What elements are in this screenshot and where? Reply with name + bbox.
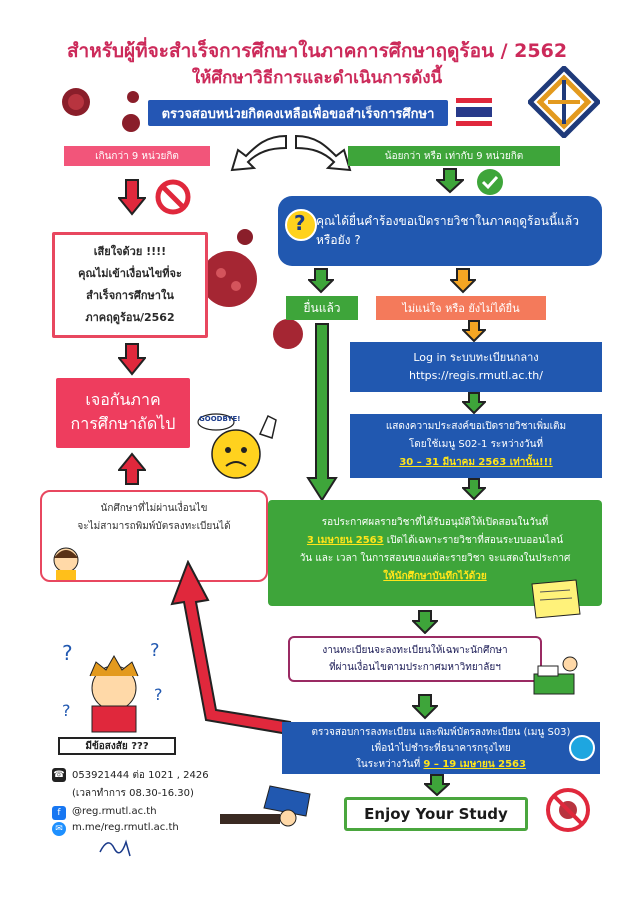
- condition-over-9-credits: เกินกว่า 9 หน่วยกิต: [64, 146, 210, 166]
- questions-label: มีข้อสงสัย ???: [58, 737, 176, 755]
- student-reading-icon: [214, 780, 334, 834]
- see-you-line: เจอกันภาค: [85, 390, 161, 409]
- contact-phone[interactable]: 053921444 ต่อ 1021 , 2426: [72, 770, 209, 781]
- login-instruction-box: [350, 342, 602, 392]
- print-line: เพื่อนำไปชำระที่ธนาคารกรุงไทย: [371, 743, 511, 754]
- reg-line: งานทะเบียนจะลงทะเบียนให้เฉพาะนักศึกษา: [322, 645, 508, 656]
- login-line: Log in ระบบทะเบียนกลาง: [413, 351, 539, 364]
- phone-icon: ☎: [53, 770, 65, 780]
- announce-line-2-rest: เปิดได้เฉพาะรายวิชาที่สอนระบบออนไลน์: [386, 535, 564, 546]
- answer-yes-label: ยื่นแล้ว: [286, 296, 358, 320]
- messenger-icon: ✉: [52, 822, 66, 836]
- green-down-arrow-icon: [462, 392, 486, 414]
- svg-text:?: ?: [154, 685, 163, 704]
- sorry-line: คุณไม่เข้าเงื่อนไขที่จะ: [78, 267, 182, 280]
- green-down-arrow-icon: [462, 478, 486, 500]
- reg-line: ที่ผ่านเงื่อนไขตามประกาศมหาวิทยาลัยฯ: [329, 662, 501, 673]
- green-down-arrow-icon: [436, 168, 464, 194]
- facebook-icon: f: [52, 806, 66, 820]
- see-you-line: การศึกษาถัดไป: [70, 414, 176, 433]
- enjoy-your-study-banner: Enjoy Your Study: [344, 797, 528, 831]
- registration-box: [288, 636, 542, 682]
- print-line: ตรวจสอบการลงทะเบียน และพิมพ์บัตรลงทะเบียน (เมนู S03): [311, 727, 571, 738]
- svg-text:?: ?: [62, 641, 73, 665]
- question-text: คุณได้ยื่นคำร้องขอเปิดรายวิชาในภาคฤดูร้อนนี้แล้วหรือยัง ?: [316, 214, 579, 247]
- sorry-line: ภาคฤดูร้อน/2562: [85, 311, 175, 324]
- thai-flag-icon: [456, 98, 492, 126]
- green-down-arrow-icon: [424, 774, 450, 796]
- question-mark-symbol: ?: [294, 211, 306, 235]
- orange-down-arrow-icon: [462, 320, 486, 342]
- split-arrows: [226, 130, 356, 176]
- orange-down-arrow-icon: [450, 268, 476, 294]
- green-down-arrow-icon: [308, 268, 334, 294]
- intent-line: แสดงความประสงค์ขอเปิดรายวิชาเพิ่มเติม: [385, 421, 567, 432]
- virus-icon: [58, 84, 94, 120]
- sticky-note-icon: [528, 578, 582, 620]
- announce-note: ให้นักศึกษาบันทึกไว้ด้วย: [383, 571, 487, 582]
- signature: [96, 832, 136, 860]
- announce-line: วัน และ เวลา ในการสอนของแต่ละรายวิชา จะแสดงในประกาศ: [299, 553, 571, 564]
- krungthai-bank-icon: [568, 734, 596, 762]
- intent-dates: 30 – 31 มีนาคม 2563 เท่านั้น!!!: [399, 457, 553, 468]
- sorry-line: เสียใจด้วย !!!!: [93, 245, 167, 258]
- check-credits-banner: ตรวจสอบหน่วยกิตคงเหลือเพื่อขอสำเร็จการศึกษา: [148, 100, 448, 126]
- student-avatar-icon: [46, 540, 86, 580]
- sorry-line: สำเร็จการศึกษาใน: [86, 289, 174, 302]
- print-dates: 9 – 19 เมษายน 2563: [423, 759, 526, 770]
- green-long-down-arrow: [306, 322, 338, 502]
- virus-icon: [236, 228, 254, 246]
- page-subtitle: ให้ศึกษาวิธีการและดำเนินการดังนี้: [191, 68, 443, 88]
- facebook-link[interactable]: @reg.rmutl.ac.th: [72, 806, 157, 817]
- virus-icon: [270, 316, 306, 352]
- page-title: สำหรับผู้ที่จะสำเร็จการศึกษาในภาคการศึกษาฤดูร้อน / 2562: [66, 40, 568, 62]
- intent-line: โดยใช้เมนู S02-1 ระหว่างวันที่: [408, 439, 544, 450]
- print-line-3: [282, 757, 600, 773]
- svg-text:?: ?: [62, 701, 71, 720]
- no-virus-icon: [544, 786, 592, 834]
- red-up-arrow-icon: [118, 452, 146, 486]
- confused-person-icon: [56, 636, 172, 736]
- course-request-box: [350, 414, 602, 478]
- answer-not-sure-label: ไม่แน่ใจ หรือ ยังไม่ได้ยื่น: [376, 296, 546, 320]
- officer-at-desk-icon: [530, 648, 590, 700]
- announce-date: 3 เมษายน 2563: [306, 535, 384, 546]
- check-icon: [476, 168, 504, 196]
- announce-line: รอประกาศผลรายวิชาที่ได้รับอนุมัติให้เปิดสอนในวันที่: [321, 517, 549, 528]
- virus-icon: [126, 90, 140, 104]
- fail-note-line: จะไม่สามารถพิมพ์บัตรลงทะเบียนได้: [77, 521, 231, 532]
- fail-note-line: นักศึกษาที่ไม่ผ่านเงื่อนไข: [100, 503, 208, 514]
- regis-link[interactable]: https://regis.rmutl.ac.th/: [409, 369, 543, 382]
- goodbye-label: GOODBYE!: [199, 415, 241, 423]
- see-you-next-semester-box: [56, 378, 190, 448]
- announce-line-2: [268, 532, 602, 550]
- sorry-message-box: [52, 232, 208, 338]
- red-down-arrow-icon: [118, 342, 146, 376]
- print-dates-prefix: ในระหว่างวันที่: [356, 759, 421, 770]
- print-registration-box: [282, 722, 600, 774]
- green-down-arrow-icon: [412, 610, 438, 634]
- prohibited-icon: [154, 178, 192, 216]
- svg-text:?: ?: [150, 640, 160, 661]
- office-hours: (เวลาทำการ 08.30-16.30): [72, 788, 194, 799]
- messenger-link[interactable]: m.me/reg.rmutl.ac.th: [72, 822, 179, 833]
- virus-icon: [120, 112, 142, 134]
- green-down-arrow-icon: [412, 694, 438, 720]
- condition-under-9-credits: น้อยกว่า หรือ เท่ากับ 9 หน่วยกิต: [348, 146, 560, 166]
- red-down-arrow-icon: [118, 178, 146, 218]
- university-logo: [528, 66, 600, 138]
